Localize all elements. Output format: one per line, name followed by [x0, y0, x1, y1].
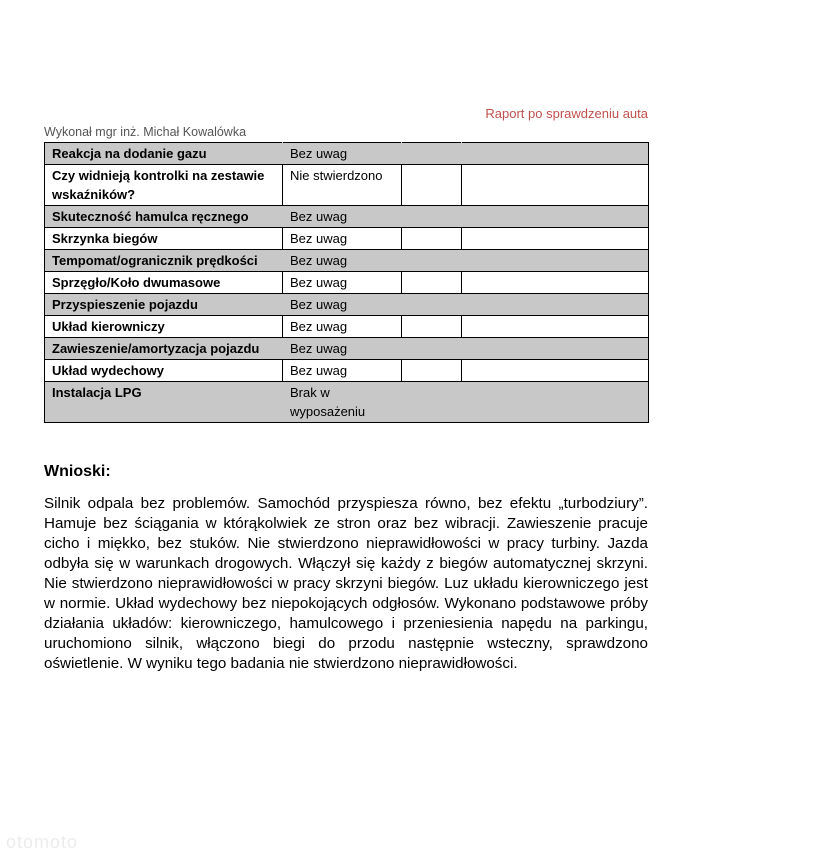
empty-cell — [462, 316, 649, 338]
row-label: Reakcja na dodanie gazu — [45, 143, 283, 165]
empty-cell — [402, 228, 462, 250]
empty-cell — [402, 338, 462, 360]
empty-cell — [462, 338, 649, 360]
empty-cell — [402, 382, 462, 423]
empty-cell — [462, 143, 649, 165]
table-row — [45, 294, 649, 316]
row-label: Skrzynka biegów — [45, 228, 283, 250]
empty-cell — [402, 360, 462, 382]
empty-cell — [402, 143, 462, 165]
empty-cell — [462, 272, 649, 294]
empty-cell — [402, 165, 462, 206]
author-line: Wykonał mgr inż. Michał Kowalówka — [44, 125, 247, 139]
conclusions-text: Silnik odpala bez problemów. Samochód przyspiesza równo, bez efektu „turbodziury”. Hamuje bez ściągania w którąkolwiek ze stron oraz bez wibracji. Zawieszenie pracuje cicho i miękko, bez stuków. Nie stwierdzono nieprawidłowości w pracy turbiny. Jazda odbyła się w warunkach drogowych. Włączył się każdy z biegów automatycznej skrzyni. Nie stwierdzono nieprawidłowości w pracy skrzyni biegów. Luz układu kierowniczego jest w normie. Układ wydechowy bez niepokojących odgłosów. Wykonano podstawowe próby działania układów: kierowniczego, hamulcowego i przeniesienia napędu na parkingu, uruchomiono silnik, włączono biegi do przodu następnie wsteczny, sprawdzono oświetlenie. W wyniku tego badania nie stwierdzono nieprawidłowości. — [44, 495, 648, 672]
row-label: Układ kierowniczy — [45, 316, 283, 338]
row-label: Tempomat/ogranicznik prędkości — [45, 250, 283, 272]
row-value: Bez uwag — [283, 143, 402, 165]
report-title: Raport po sprawdzeniu auta — [485, 106, 648, 121]
empty-cell — [462, 228, 649, 250]
conclusions-title: Wnioski: — [44, 463, 111, 480]
empty-cell — [462, 165, 649, 206]
row-label: Układ wydechowy — [45, 360, 283, 382]
row-value: Bez uwag — [283, 272, 402, 294]
empty-cell — [462, 360, 649, 382]
row-label: Instalacja LPG — [45, 382, 283, 423]
row-value: Bez uwag — [283, 228, 402, 250]
row-value: Bez uwag — [283, 360, 402, 382]
empty-cell — [462, 294, 649, 316]
row-label: Skuteczność hamulca ręcznego — [45, 206, 283, 228]
row-value: Bez uwag — [283, 316, 402, 338]
table-row — [45, 206, 649, 228]
inspection-table — [44, 142, 649, 423]
row-value: Bez uwag — [283, 206, 402, 228]
row-value: Brak w wyposażeniu — [283, 382, 402, 423]
empty-cell — [402, 316, 462, 338]
table-row — [45, 382, 649, 423]
table-row — [45, 360, 649, 382]
row-label: Czy widnieją kontrolki na zestawie wskaźników? — [45, 165, 283, 206]
empty-cell — [402, 206, 462, 228]
table-row — [45, 316, 649, 338]
row-value: Bez uwag — [283, 338, 402, 360]
empty-cell — [402, 250, 462, 272]
row-label: Zawieszenie/amortyzacja pojazdu — [45, 338, 283, 360]
table-row — [45, 228, 649, 250]
table-row — [45, 272, 649, 294]
empty-cell — [462, 250, 649, 272]
row-value: Nie stwierdzono — [283, 165, 402, 206]
row-label: Przyspieszenie pojazdu — [45, 294, 283, 316]
empty-cell — [462, 382, 649, 423]
empty-cell — [402, 294, 462, 316]
empty-cell — [462, 206, 649, 228]
footer-watermark-logo: otomoto — [6, 832, 79, 852]
table-row — [45, 250, 649, 272]
row-value: Bez uwag — [283, 294, 402, 316]
table-row — [45, 143, 649, 165]
table-row — [45, 338, 649, 360]
empty-cell — [402, 272, 462, 294]
table-row — [45, 165, 649, 206]
row-label: Sprzęgło/Koło dwumasowe — [45, 272, 283, 294]
row-value: Bez uwag — [283, 250, 402, 272]
